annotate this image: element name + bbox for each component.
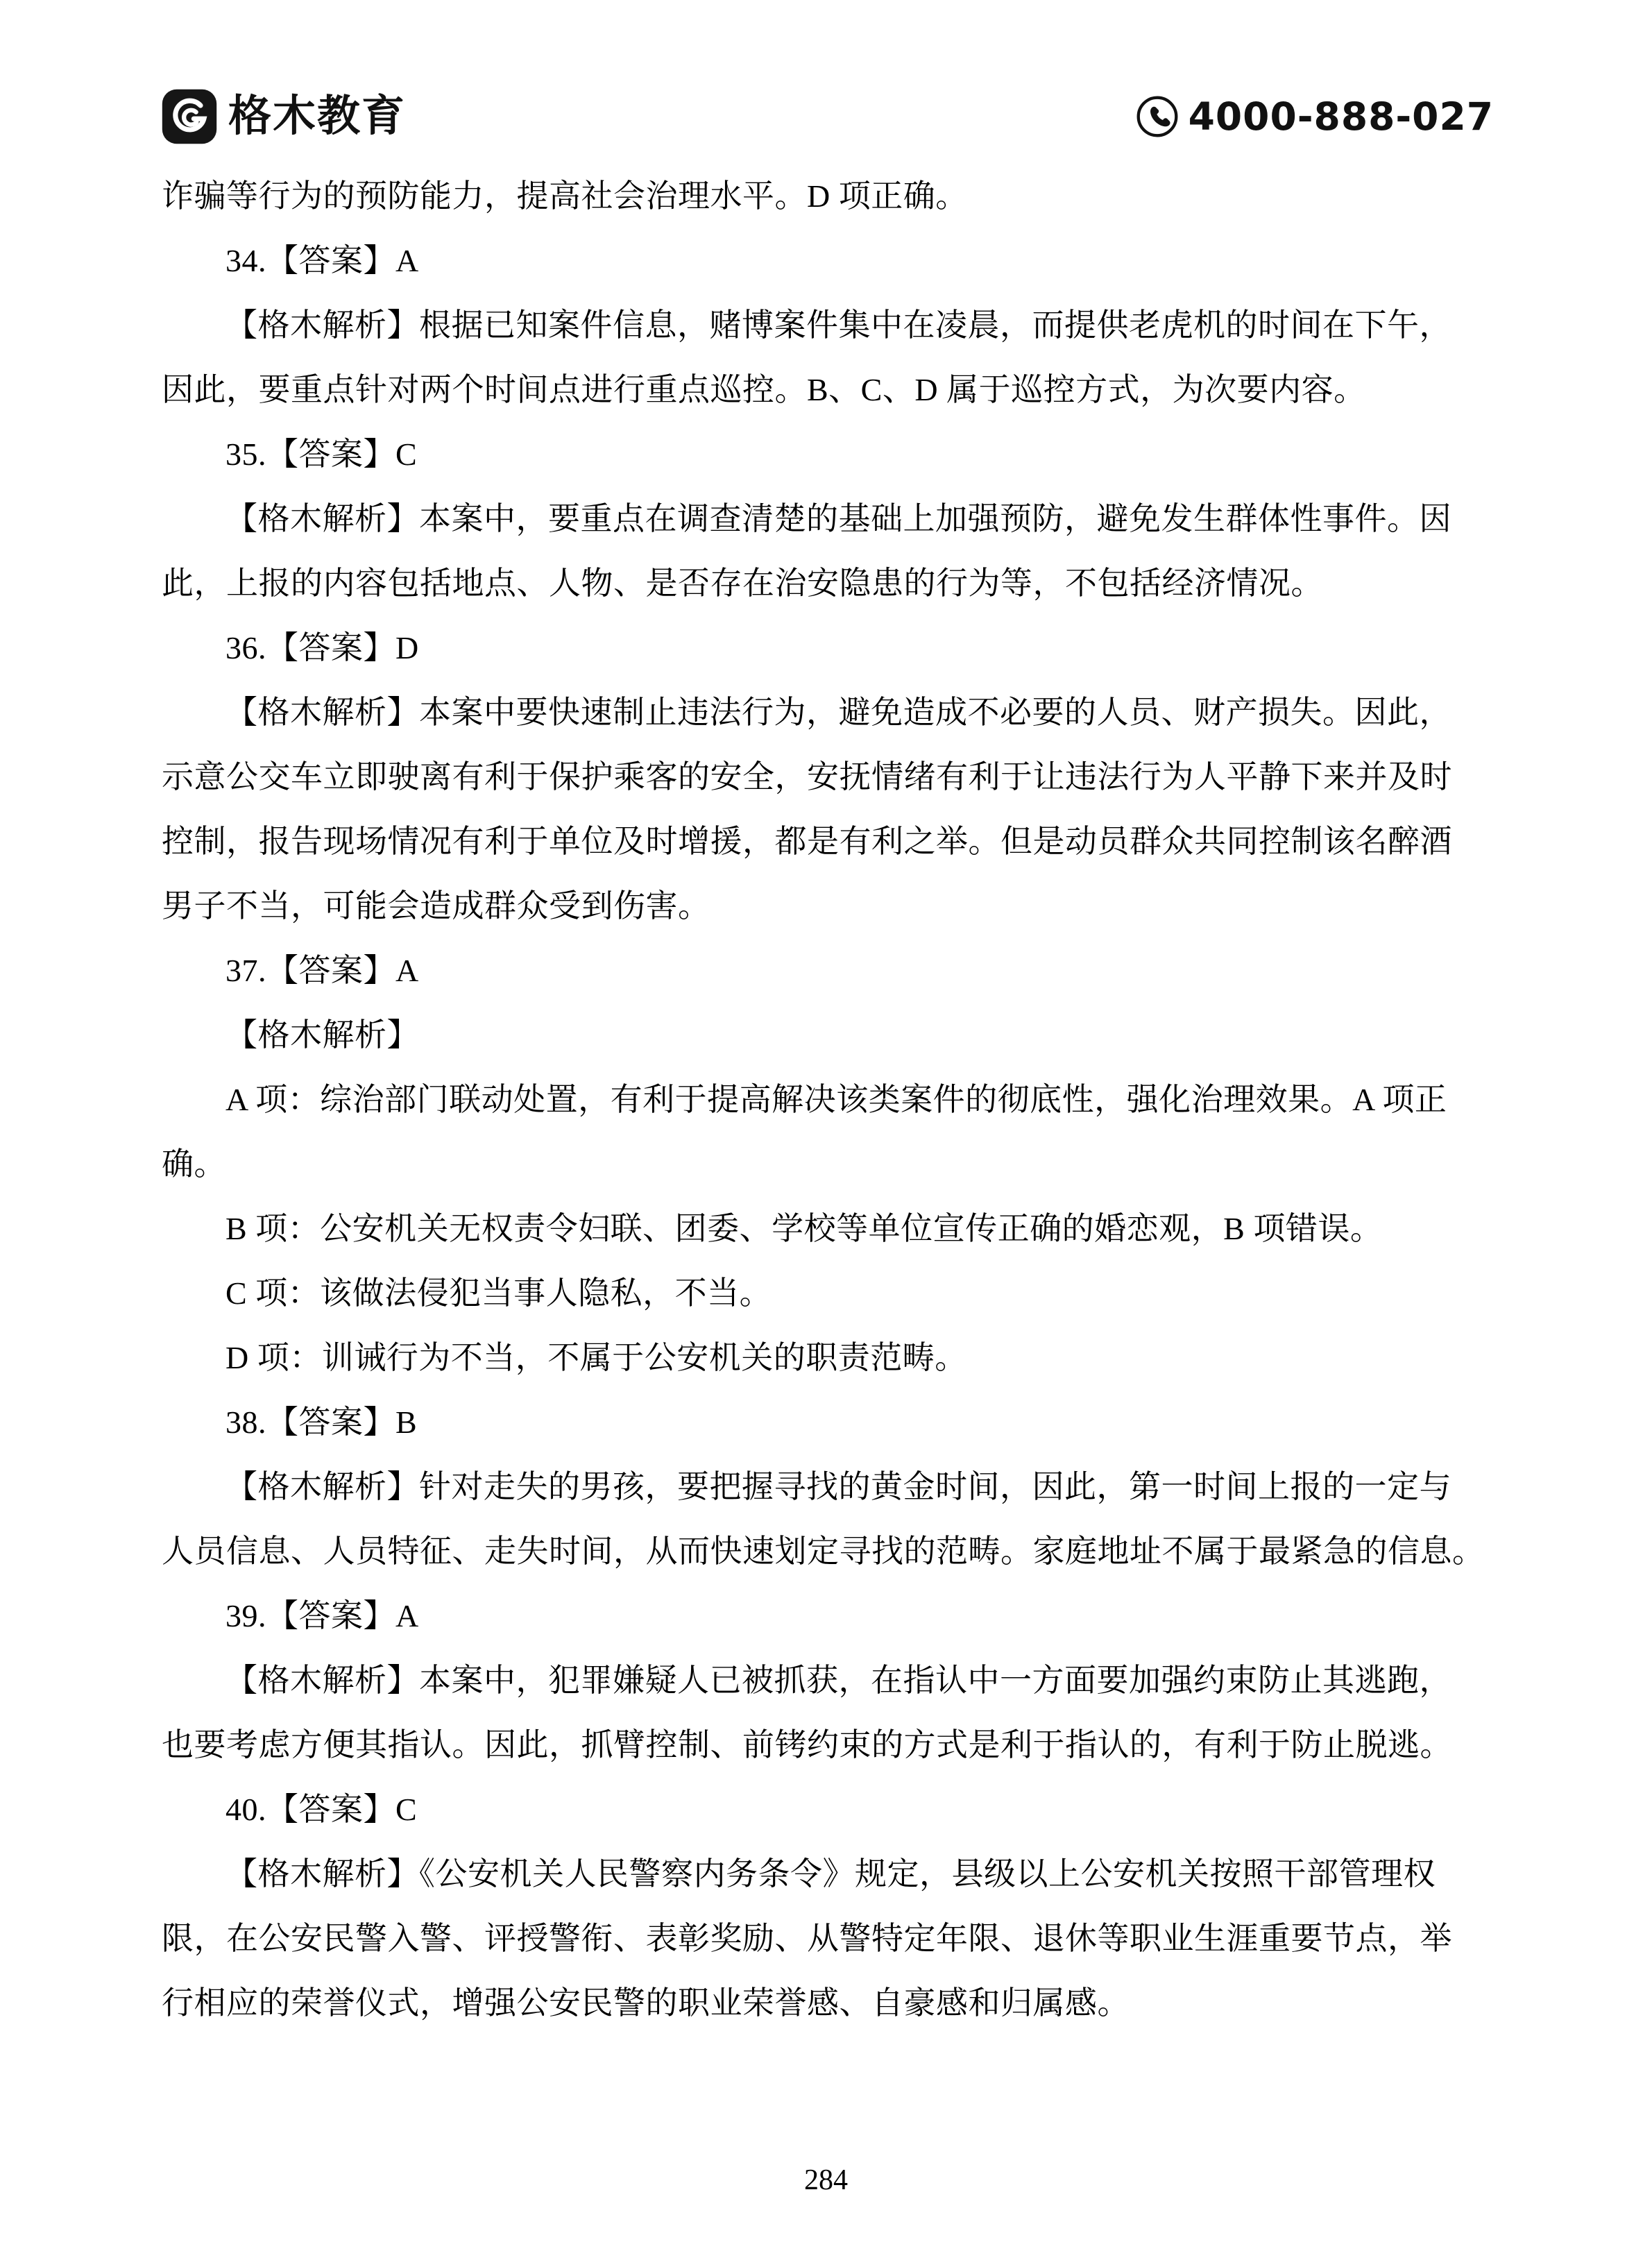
text-line: C 项：该做法侵犯当事人隐私，不当。 xyxy=(225,1275,772,1311)
text-line: 【格木解析】根据已知案件信息，赌博案件集中在凌晨，而提供老虎机的时间在下午， xyxy=(225,307,1451,343)
text-line: 限，在公安民警入警、评授警衔、表彰奖励、从警特定年限、退休等职业生涯重要节点，举 xyxy=(162,1921,1452,1956)
text-line: 确。 xyxy=(162,1146,226,1182)
text-line: 37.【答案】A xyxy=(225,953,419,988)
text-line: 38.【答案】B xyxy=(225,1404,418,1440)
text-line: 此，上报的内容包括地点、人物、是否存在治安隐患的行为等，不包括经济情况。 xyxy=(162,566,1323,601)
text-line: 34.【答案】A xyxy=(225,243,419,278)
text-line: 行相应的荣誉仪式，增强公安民警的职业荣誉感、自豪感和归属感。 xyxy=(162,1985,1130,2021)
phone-icon xyxy=(1136,95,1179,138)
text-line: 【格木解析】 xyxy=(225,1017,419,1053)
text-line: B 项：公安机关无权责令妇联、团委、学校等单位宣传正确的婚恋观，B 项错误。 xyxy=(225,1211,1383,1246)
text-line: 控制，报告现场情况有利于单位及时增援，都是有利之举。但是动员群众共同控制该名醉酒 xyxy=(162,824,1452,859)
text-line: 也要考虑方便其指认。因此，抓臂控制、前铐约束的方式是利于指认的，有利于防止脱逃。 xyxy=(162,1727,1452,1763)
page-header xyxy=(162,89,1494,144)
answer-explanations xyxy=(162,164,1494,2035)
contact-phone xyxy=(1136,95,1494,138)
text-line: 39.【答案】A xyxy=(225,1598,419,1633)
gemu-logo-icon xyxy=(162,89,217,144)
text-line: 因此，要重点针对两个时间点进行重点巡控。B、C、D 属于巡控方式，为次要内容。 xyxy=(162,372,1366,407)
page-number: 284 xyxy=(804,2164,848,2196)
text-line: A 项：综治部门联动处置，有利于提高解决该类案件的彻底性，强化治理效果。A 项正 xyxy=(225,1082,1447,1117)
text-line: 男子不当，可能会造成群众受到伤害。 xyxy=(162,888,710,924)
text-line: 35.【答案】C xyxy=(225,436,418,472)
text-lines xyxy=(162,164,1494,2035)
text-line: 【格木解析】本案中，犯罪嫌疑人已被抓获，在指认中一方面要加强约束防止其逃跑， xyxy=(225,1663,1451,1698)
page-footer xyxy=(0,2164,1652,2197)
text-line: 【格木解析】本案中，要重点在调查清楚的基础上加强预防，避免发生群体性事件。因 xyxy=(225,501,1451,536)
text-line: D 项：训诫行为不当，不属于公安机关的职责范畴。 xyxy=(225,1340,967,1375)
text-line: 36.【答案】D xyxy=(225,630,419,665)
brand-name: 格木教育 xyxy=(228,92,407,140)
text-line: 40.【答案】C xyxy=(225,1792,418,1827)
text-line: 【格木解析】针对走失的男孩，要把握寻找的黄金时间，因此，第一时间上报的一定与 xyxy=(225,1469,1451,1504)
text-line: 示意公交车立即驶离有利于保护乘客的安全，安抚情绪有利于让违法行为人平静下来并及时 xyxy=(162,759,1452,795)
text-line: 【格木解析】《公安机关人民警察内务条令》规定，县级以上公安机关按照干部管理权 xyxy=(225,1856,1436,1892)
text-line: 人员信息、人员特征、走失时间，从而快速划定寻找的范畴。家庭地址不属于最紧急的信息。 xyxy=(162,1534,1485,1569)
text-line: 【格木解析】本案中要快速制止违法行为，避免造成不必要的人员、财产损失。因此， xyxy=(225,695,1451,730)
phone-number: 4000-888-027 xyxy=(1188,94,1494,139)
brand-logo xyxy=(162,89,406,144)
text-line: 诈骗等行为的预防能力，提高社会治理水平。D 项正确。 xyxy=(162,178,968,214)
